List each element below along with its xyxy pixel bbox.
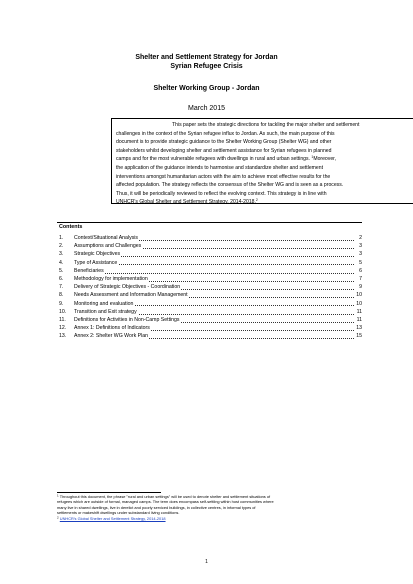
toc-entry-page: 3 (359, 243, 362, 250)
abstract-line: the application of the guidance intends to harmonise and standardize shelter and settlement (116, 164, 323, 171)
toc-entry-number: 3. (59, 251, 64, 258)
toc-entry-page: 11 (356, 317, 362, 323)
document-title: Shelter and Settlement Strategy for Jordan (135, 54, 278, 61)
document-date: March 2015 (188, 105, 225, 112)
document-subtitle: Syrian Refugee Crisis (170, 63, 243, 70)
toc-entry-number: 10. (59, 308, 67, 315)
toc-entry-number: 11. (59, 317, 66, 323)
toc-entry[interactable] (57, 316, 362, 324)
abstract-line: interventions amongst humanitarian actors with the aim to achieve most effective results for the (116, 173, 331, 180)
footnote-number: 1 (57, 493, 59, 498)
toc-entry-page: 3 (359, 251, 362, 258)
toc-entry-label: Annex 1: Definitions of Indicators (74, 325, 150, 332)
toc-entry[interactable] (57, 259, 362, 267)
toc-entry[interactable] (57, 300, 362, 308)
toc-entry-number: 6. (59, 276, 64, 282)
toc-leader-dots (74, 273, 354, 274)
footnote-mark[interactable]: 1 (311, 155, 314, 160)
toc-entry-number: 12. (59, 325, 67, 332)
toc-entry-label: Delivery of Strategic Objectives - Coordination (74, 284, 181, 291)
toc-entry-number: 9. (59, 300, 64, 307)
toc-entry-number: 4. (59, 259, 64, 266)
footnote-link[interactable]: UNHCR's Global Shelter and Settlement Strategy, 2014-2018 (59, 516, 166, 521)
toc-entry-page: 13 (356, 325, 362, 332)
toc-entry-number: 2. (59, 243, 64, 250)
abstract-line: This paper sets the strategic directions for tackling the major shelter and settlement (172, 122, 360, 128)
toc-entry-number: 1. (59, 235, 64, 241)
toc-entry-page: 2 (359, 235, 362, 241)
toc-entry-page: 10 (356, 292, 362, 299)
abstract-line: Thus, it will be periodically reviewed to reflect the evolving context. This strategy is in line with (116, 190, 327, 197)
toc-entry-page: 15 (356, 333, 362, 340)
toc-entry-number: 8. (59, 292, 64, 299)
footnote-divider (57, 492, 161, 493)
toc-entry[interactable] (57, 308, 362, 316)
toc-entry-page: 11 (356, 308, 362, 315)
footnote-1: $^1$ Throughout this document, the phrase "rural and urban settings" will be used to denote shelter and settlement situations of refugees which are outside of formal, managed camps. The term does encompass self-settling within host communities where many live in shared dwellings, live in derelict and poorly serviced buildings, in collective centres, in informal types of settlements or makeshift dwellings under substandard living conditions. (57, 493, 274, 515)
toc-title: Contents (59, 224, 83, 230)
toc-entry[interactable] (57, 332, 362, 340)
toc-entry[interactable] (57, 234, 362, 242)
toc-entry-label: Transition and Exit strategy (74, 308, 137, 315)
abstract-line: document is to provide strategic guidance to the Shelter Working Group (Shelter WG) and other (116, 139, 332, 146)
footnote-number: 2 (57, 515, 59, 520)
toc-entry-label: Needs Assessment and Information Management (74, 292, 188, 299)
toc-entry[interactable] (57, 283, 362, 291)
abstract-line: challenges in the context of the Syrian refugee influx to Jordan. As such, the main purpose of this (116, 130, 335, 137)
toc-entry-page: 6 (359, 267, 362, 274)
abstract-line: camps and for the most vulnerable refugees with dwellings in rural and urban settings. $^1$Moreover, (116, 155, 336, 163)
toc-entry[interactable] (57, 242, 362, 250)
toc-entry-page: 5 (359, 259, 362, 266)
toc-entry-number: 7. (59, 284, 64, 291)
toc-entry-label: Annex 2: Shelter WG Work Plan (74, 333, 149, 340)
toc-entry[interactable] (57, 291, 362, 299)
toc-entry-number: 13. (59, 333, 67, 340)
toc-entry-label: Assumptions and Challenges (74, 243, 142, 250)
page-number: 1 (205, 559, 208, 565)
toc-entry[interactable] (57, 275, 362, 283)
toc-entry-label: Context/Situational Analysis (74, 235, 139, 241)
abstract-line: affected population. The strategy reflects the consensus of the Shelter WG and is seen as a process. (116, 182, 344, 189)
toc-entry-label: Beneficiaries (74, 267, 104, 274)
abstract-line: UNHCR's Global Shelter and Settlement Strategy, 2014-2018.$^2$ (116, 198, 258, 206)
toc-entry[interactable] (57, 324, 362, 332)
toc-entry[interactable] (57, 267, 362, 275)
abstract-box (111, 118, 413, 204)
abstract-line: stakeholders whilst developing shelter and settlement assistance for Syrian refugees in planned (116, 147, 332, 154)
toc-entry-page: 9 (359, 284, 362, 291)
working-group-heading: Shelter Working Group - Jordan (153, 85, 260, 92)
toc-entry-label: Type of Assistance (74, 259, 118, 266)
toc-entry-label: Methodology for implementation (74, 276, 148, 282)
footnote-mark[interactable]: 2 (255, 198, 258, 203)
toc-entry[interactable] (57, 250, 362, 258)
toc-entry-label: Monitoring and evaluation (74, 300, 134, 307)
toc-entry-label: Strategic Objectives (74, 251, 121, 258)
toc-entry-page: 7 (359, 276, 362, 282)
footnote-2 (57, 516, 363, 521)
toc-entry-label: Definitions for Activities in Non-Camp Settings (74, 317, 180, 323)
table-of-contents (57, 222, 362, 341)
toc-entry-number: 5. (59, 267, 64, 274)
toc-entry-page: 10 (356, 300, 362, 307)
